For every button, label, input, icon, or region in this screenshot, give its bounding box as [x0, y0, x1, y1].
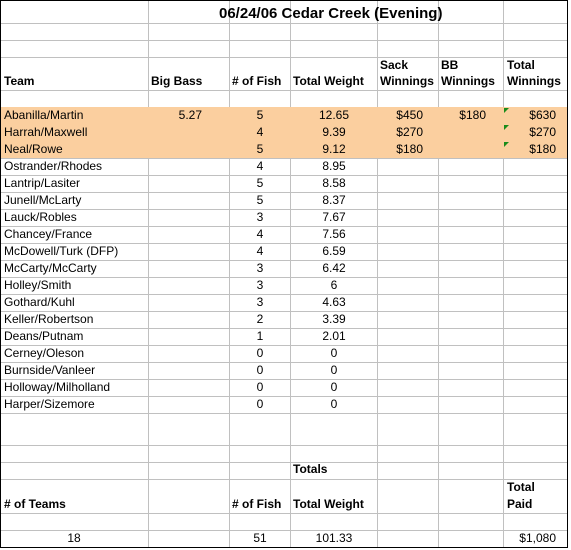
- sack-winnings-cell: $270: [396, 125, 423, 139]
- team-cell: Ostrander/Rhodes: [4, 159, 103, 173]
- team-cell: Keller/Robertson: [4, 312, 94, 326]
- fish-count-cell: 5: [256, 108, 264, 122]
- total-weight-cell: 0: [330, 363, 338, 377]
- team-cell: Abanilla/Martin: [4, 108, 84, 122]
- row-gridline: [0, 23, 568, 24]
- total-weight-cell: 8.37: [322, 193, 346, 207]
- total-weight-cell: 6.59: [322, 244, 346, 258]
- total-weight-cell: 7.67: [322, 210, 346, 224]
- row-gridline: [0, 513, 568, 514]
- team-cell: Lantrip/Lasiter: [4, 176, 81, 190]
- num-teams-label: # of Teams: [4, 497, 66, 511]
- fish-count-cell: 5: [256, 193, 264, 207]
- total-winnings-cell: $270: [529, 125, 556, 139]
- total-paid-label-line2: Paid: [507, 497, 533, 511]
- fish-count-cell: 4: [256, 159, 264, 173]
- column-gridline: [148, 0, 149, 547]
- team-cell: Gothard/Kuhl: [4, 295, 75, 309]
- fish-count-cell: 0: [256, 380, 264, 394]
- total-weight-cell: 6: [330, 278, 338, 292]
- fish-count-cell: 3: [256, 278, 264, 292]
- row-gridline: [0, 40, 568, 41]
- team-cell: Cerney/Oleson: [4, 346, 85, 360]
- num-teams-value: 18: [67, 531, 81, 545]
- fish-count-cell: 3: [256, 210, 264, 224]
- total-weight-cell: 7.56: [322, 227, 346, 241]
- comment-indicator-icon[interactable]: [504, 108, 509, 113]
- sheet-title: 06/24/06 Cedar Creek (Evening): [219, 5, 443, 22]
- fish-count-cell: 5: [256, 142, 264, 156]
- team-cell: Burnside/Vanleer: [4, 363, 96, 377]
- row-gridline: [0, 57, 568, 58]
- total-weight-label: Total Weight: [293, 497, 364, 511]
- team-cell: McDowell/Turk (DFP): [4, 244, 119, 258]
- header-sack-line2: Winnings: [380, 74, 434, 88]
- header-total-line2: Winnings: [507, 74, 561, 88]
- column-gridline: [503, 0, 504, 547]
- total-weight-cell: 12.65: [318, 108, 350, 122]
- total-weight-cell: 0: [330, 397, 338, 411]
- team-cell: Neal/Rowe: [4, 142, 63, 156]
- header-total-weight: Total Weight: [293, 74, 364, 88]
- team-cell: Holloway/Milholland: [4, 380, 111, 394]
- bb-winnings-cell: $180: [459, 108, 486, 122]
- row-gridline: [0, 479, 568, 480]
- team-cell: Deans/Putnam: [4, 329, 84, 343]
- header-sack-line1: Sack: [380, 58, 409, 72]
- big-bass-cell: 5.27: [178, 108, 202, 122]
- fish-count-cell: 1: [256, 329, 264, 343]
- comment-indicator-icon[interactable]: [504, 142, 509, 147]
- fish-count-cell: 4: [256, 244, 264, 258]
- total-weight-cell: 3.39: [322, 312, 346, 326]
- team-cell: Chancey/France: [4, 227, 93, 241]
- fish-count-cell: 3: [256, 261, 264, 275]
- total-paid-label-line1: Total: [507, 480, 535, 494]
- comment-indicator-icon[interactable]: [504, 125, 509, 130]
- team-cell: Holley/Smith: [4, 278, 72, 292]
- header-num-fish: # of Fish: [232, 74, 282, 88]
- total-winnings-cell: $180: [529, 142, 556, 156]
- totals-label: Totals: [293, 462, 328, 476]
- total-weight-cell: 0: [330, 380, 338, 394]
- fish-count-cell: 4: [256, 227, 264, 241]
- header-bb-line2: Winnings: [441, 74, 495, 88]
- total-weight-cell: 8.58: [322, 176, 346, 190]
- total-weight-cell: 9.39: [322, 125, 346, 139]
- team-cell: Harrah/Maxwell: [4, 125, 88, 139]
- fish-count-cell: 3: [256, 295, 264, 309]
- header-total-line1: Total: [507, 58, 535, 72]
- team-cell: McCarty/McCarty: [4, 261, 97, 275]
- header-bb-line1: BB: [441, 58, 459, 72]
- column-gridline: [567, 0, 568, 547]
- fish-count-cell: 5: [256, 176, 264, 190]
- total-paid-value: $1,080: [519, 531, 556, 545]
- header-team: Team: [4, 74, 35, 88]
- total-weight-cell: 2.01: [322, 329, 346, 343]
- team-cell: Junell/McLarty: [4, 193, 82, 207]
- column-gridline: [377, 0, 378, 547]
- total-weight-cell: 4.63: [322, 295, 346, 309]
- fish-count-cell: 0: [256, 346, 264, 360]
- total-weight-cell: 9.12: [322, 142, 346, 156]
- row-gridline: [0, 445, 568, 446]
- total-weight-value: 101.33: [315, 531, 353, 545]
- fish-count-cell: 0: [256, 363, 264, 377]
- total-winnings-cell: $630: [529, 108, 556, 122]
- total-weight-cell: 6.42: [322, 261, 346, 275]
- total-weight-cell: 8.95: [322, 159, 346, 173]
- total-weight-cell: 0: [330, 346, 338, 360]
- team-cell: Harper/Sizemore: [4, 397, 95, 411]
- num-fish-value: 51: [253, 531, 267, 545]
- header-big-bass: Big Bass: [151, 74, 203, 88]
- fish-count-cell: 2: [256, 312, 264, 326]
- sack-winnings-cell: $450: [396, 108, 423, 122]
- fish-count-cell: 4: [256, 125, 264, 139]
- team-cell: Lauck/Robles: [4, 210, 77, 224]
- num-fish-label: # of Fish: [232, 497, 282, 511]
- column-gridline: [438, 0, 439, 547]
- sack-winnings-cell: $180: [396, 142, 423, 156]
- fish-count-cell: 0: [256, 397, 264, 411]
- row-gridline: [0, 90, 568, 91]
- row-gridline: [0, 462, 568, 463]
- row-gridline: [0, 413, 568, 414]
